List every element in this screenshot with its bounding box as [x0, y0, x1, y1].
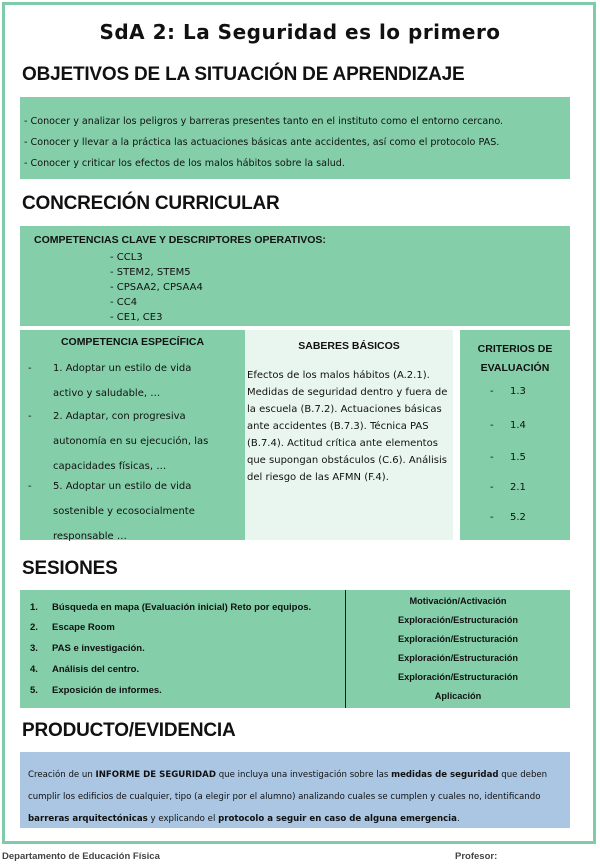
sesion-item: 5. Exposición de informes. [30, 685, 162, 696]
competencia-especifica-item: - 2. Adaptar, con progresiva autonomía en su ejecución, las capacidades físicas, … [28, 411, 209, 472]
producto-heading: PRODUCTO/EVIDENCIA [22, 720, 236, 741]
saberes-basicos-heading: SABERES BÁSICOS [298, 340, 400, 352]
criterio-item: - 1.5 [490, 452, 526, 463]
sesion-item: 2. Escape Room [30, 622, 115, 633]
objetivo-item: - Conocer y llevar a la práctica las actuaciones básicas ante accidentes, así como el protocolo PAS. [24, 137, 500, 148]
criterios-heading: CRITERIOS DE EVALUACIÓN [477, 343, 553, 374]
sesion-item: 1. Búsqueda en mapa (Evaluación inicial) Reto por equipos. [30, 602, 312, 613]
competencia-especifica-box [20, 330, 245, 540]
objetivo-item: - Conocer y analizar los peligros y barreras presentes tanto en el instituto como el entorno cercano. [24, 116, 504, 127]
objetivos-box [20, 97, 570, 179]
competencia-especifica-heading: COMPETENCIA ESPECÍFICA [60, 336, 205, 348]
sesion-phase: Motivación/Activación [409, 596, 507, 606]
criterio-item: - 1.4 [490, 420, 526, 431]
criterio-item: - 2.1 [490, 482, 526, 493]
sesion-phase: Aplicación [434, 691, 482, 701]
footer-department: Departamento de Educación Física [2, 851, 160, 862]
sesion-item: 4. Análisis del centro. [30, 664, 140, 675]
competencia-especifica-item: - 5. Adoptar un estilo de vida sostenible y ecosocialmente responsable … [28, 481, 195, 542]
footer-profesor: Profesor: [455, 851, 498, 862]
competencias-clave-box [20, 226, 570, 326]
objetivo-item: - Conocer y criticar los efectos de los malos hábitos sobre la salud. [24, 158, 345, 169]
competencias-clave-heading: COMPETENCIAS CLAVE Y DESCRIPTORES OPERATIVOS: [34, 234, 326, 246]
concrecion-heading: CONCRECIÓN CURRICULAR [22, 193, 280, 214]
competencias-list [110, 250, 203, 325]
producto-text: Creación de un INFORME DE SEGURIDAD que incluya una investigación sobre las medidas de seguridad que deben cumplir los edificios de cualquier, tipo (a elegir por el alumno) analizando cuales se cumplen y cuales no, identificando barreras arquitectónicas y explicando el protocolo a seguir en caso de alguna emergencia. [28, 770, 548, 824]
saberes-basicos-box [245, 330, 453, 540]
competencia-item: - CC4 [110, 297, 138, 308]
page-title: SdA 2: La Seguridad es lo primero [99, 20, 501, 44]
sesion-phase: Exploración/Estructuración [398, 672, 518, 682]
sesion-item: 3. PAS e investigación. [30, 643, 145, 654]
sesion-phase: Exploración/Estructuración [398, 634, 518, 644]
objetivos-heading: OBJETIVOS DE LA SITUACIÓN DE APRENDIZAJE [22, 64, 465, 85]
sesiones-heading: SESIONES [22, 558, 118, 579]
saberes-basicos-text: Efectos de los malos hábitos (A.2.1). Medidas de seguridad dentro y fuera de la escuela (B.7.2). Actuaciones básicas ante accidentes (B.7.3). Técnica PAS (B.7.4). Actitud crítica ante elementos que supongan obstáculos (C.6). Análisis del riesgo de las AFMN (F.4). [247, 370, 448, 483]
competencia-item: - CCL3 [110, 252, 143, 263]
competencia-item: - CPSAA2, CPSAA4 [110, 282, 203, 293]
criterio-item: - 5.2 [490, 512, 526, 523]
competencia-especifica-item: - 1. Adoptar un estilo de vida activo y saludable, … [28, 363, 192, 399]
criterio-item: - 1.3 [490, 386, 526, 397]
sesion-phase: Exploración/Estructuración [398, 653, 518, 663]
competencia-item: - STEM2, STEM5 [110, 267, 191, 278]
competencia-item: - CE1, CE3 [110, 312, 163, 323]
criterios-box [460, 330, 570, 540]
sesion-phase: Exploración/Estructuración [398, 615, 518, 625]
